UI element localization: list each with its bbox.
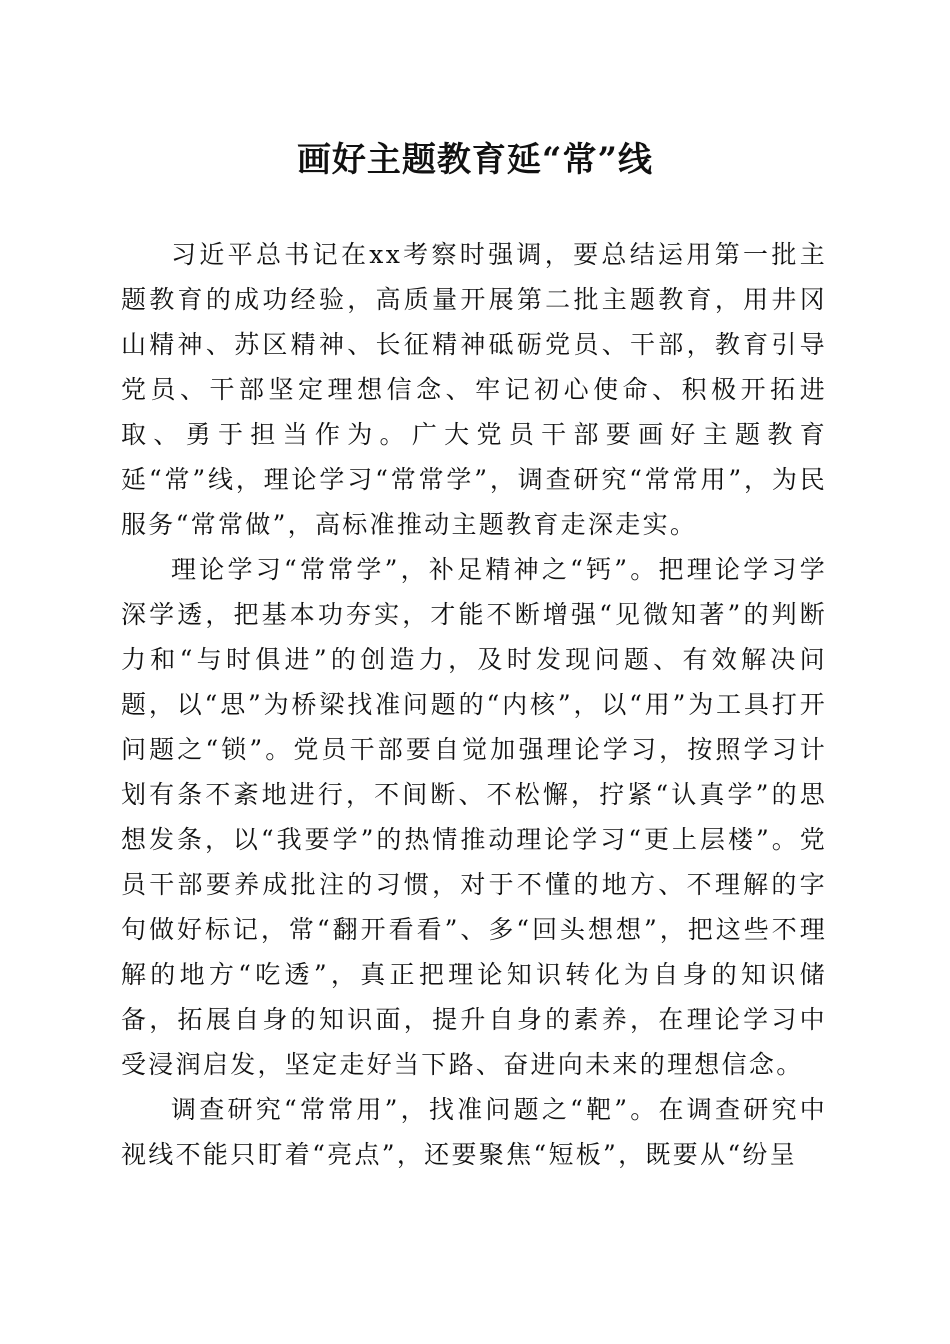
paragraph-investigation: 调查研究“常常用”，找准问题之“靶”。在调查研究中视线不能只盯着“亮点”，还要聚焦“短板”，既要从“纷呈 <box>121 1095 827 1169</box>
document-body <box>121 232 827 1177</box>
paragraph-theory-study: 理论学习“常常学”，补足精神之“钙”。把理论学习学深学透，把基本功夯实，才能不断增强“见微知著”的判断力和“与时俱进”的创造力，及时发现问题、有效解决问题，以“思”为桥梁找准问题的“内核”，以“用”为工具打开问题之“锁”。党员干部要自觉加强理论学习，按照学习计划有条不紊地进行，不间断、不松懈，拧紧“认真学”的思想发条，以“我要学”的热情推动理论学习“更上层楼”。党员干部要养成批注的习惯，对于不懂的地方、不理解的字句做好标记，常“翻开看看”、多“回头想想”，把这些不理解的地方“吃透”，真正把理论知识转化为自身的知识储备，拓展自身的知识面，提升自身的素养，在理论学习中受浸润启发，坚定走好当下路、奋进向未来的理想信念。 <box>121 555 827 1079</box>
paragraph-intro: 习近平总书记在xx考察时强调，要总结运用第一批主题教育的成功经验，高质量开展第二批主题教育，用井冈山精神、苏区精神、长征精神砥砺党员、干部，教育引导党员、干部坚定理想信念、牢记初心使命、积极开拓进取、勇于担当作为。广大党员干部要画好主题教育延“常”线，理论学习“常常学”，调查研究“常常用”，为民服务“常常做”，高标准推动主题教育走深走实。 <box>121 240 827 539</box>
page-title: 画好主题教育延“常”线 <box>296 140 654 180</box>
